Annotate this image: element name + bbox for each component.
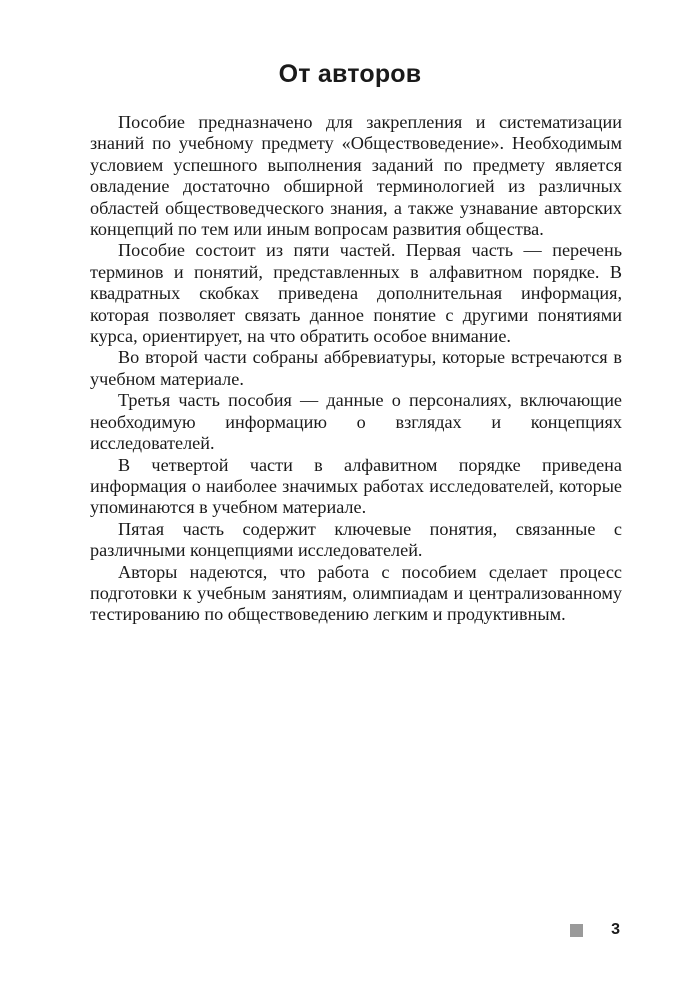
paragraph: Пособие предназначено для закрепления и систематизации знаний по учебному предмету «Обществоведение». Необходимым условием успешного выполнения заданий по предмету является овладение достаточно обширной терминологией из различных областей обществоведческого знания, а также узнавание авторских концепций по тем или иным вопросам развития общества. [90, 112, 622, 240]
paragraph: Пятая часть содержит ключевые понятия, связанные с различными концепциями исследователей. [90, 518, 622, 561]
paragraph: Пособие состоит из пяти частей. Первая часть — перечень терминов и понятий, представленных в алфавитном порядке. В квадратных скобках приведена дополнительная информация, которая позволяет связать данное понятие с другими понятиями курса, ориентирует, на что обратить особое внимание. [90, 240, 622, 347]
page-title: От авторов [278, 60, 422, 88]
paragraph: Третья часть пособия — данные о персоналиях, включающие необходимую информацию о взглядах и концепциях исследователей. [90, 390, 622, 454]
paragraph: Во второй части собраны аббревиатуры, которые встречаются в учебном материале. [90, 347, 622, 389]
page-marker-square [570, 924, 583, 937]
paragraph: Авторы надеются, что работа с пособием сделает процесс подготовки к учебным занятиям, олимпиадам и централизованному тестированию по обществоведению легким и продуктивным. [90, 561, 622, 625]
page-number: 3 [611, 921, 620, 938]
body-text [90, 112, 622, 626]
paragraph: В четвертой части в алфавитном порядке приведена информация о наиболее значимых работах исследователей, которые упоминаются в учебном материале. [90, 454, 622, 518]
page-footer [570, 921, 620, 939]
